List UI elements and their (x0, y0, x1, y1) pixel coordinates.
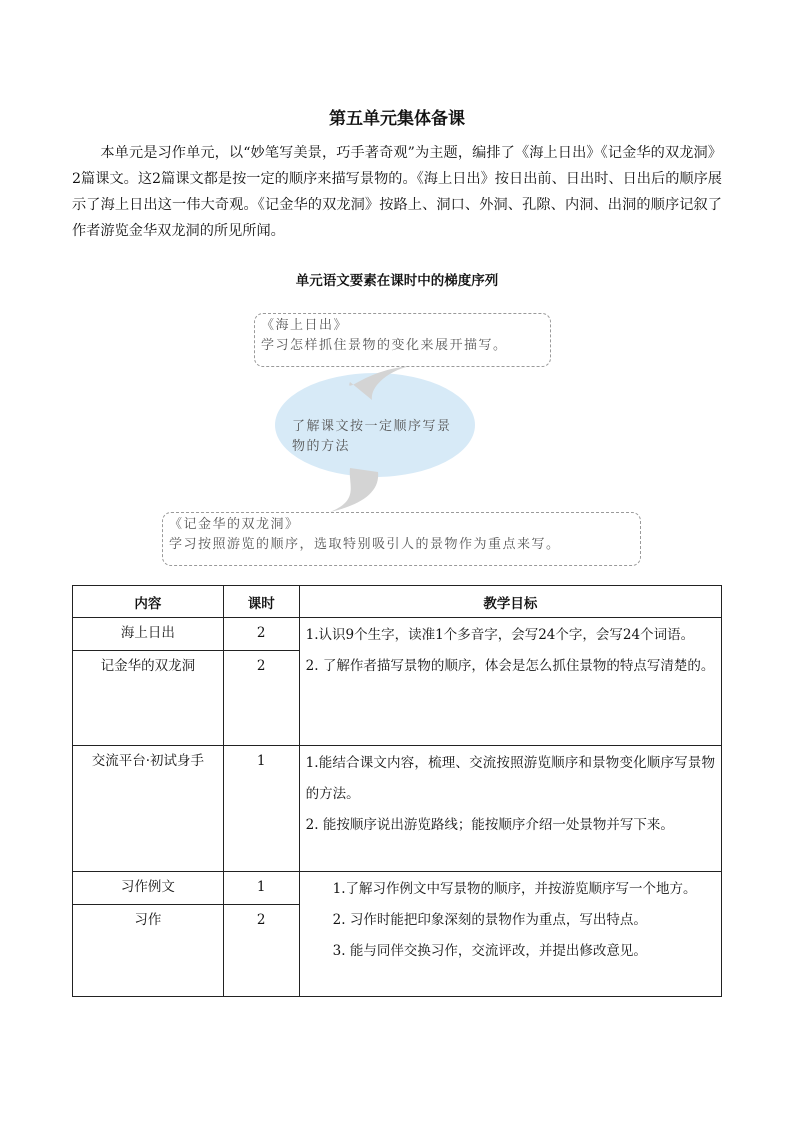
header-hours: 课时 (223, 586, 299, 618)
bottom-lesson-box (162, 512, 641, 566)
goal-line: 2. 了解作者描写景物的顺序，体会是怎么抓住景物的特点写清楚的。 (305, 658, 715, 674)
row-content: 海上日出 (73, 618, 224, 651)
diagram-title: 单元语文要素在课时中的梯度序列 (295, 273, 499, 289)
row-hours: 1 (223, 872, 299, 905)
table-row (73, 746, 722, 872)
row-hours: 2 (223, 651, 299, 746)
table-row (73, 618, 722, 651)
goal-line: 2. 习作时能把印象深刻的景物作为重点，写出特点。 (332, 912, 647, 928)
row-goals (299, 872, 721, 997)
row-content: 交流平台·初试身手 (73, 746, 224, 872)
row-content: 习作 (73, 905, 224, 997)
row-hours: 1 (223, 746, 299, 872)
top-lesson-title: 《海上日出》 (261, 318, 349, 333)
goal-line: 1.认识9个生字，读准1个多音字，会写24个字，会写24个词语。 (305, 627, 695, 643)
bottom-lesson-title: 《记金华的双龙洞》 (169, 517, 300, 532)
bottom-lesson-text: 学习按照游览的顺序，选取特别吸引人的景物作为重点来写。 (169, 537, 561, 552)
row-goals (299, 618, 721, 746)
table-row (73, 872, 722, 905)
goal-line: 2. 能按顺序说出游览路线；能按顺序介绍一处景物并写下来。 (305, 817, 674, 833)
lesson-plan-table (72, 585, 722, 997)
intro-paragraph: 本单元是习作单元，以“妙笔写美景，巧手著奇观”为主题，编排了《海上日出》《记金华的双龙洞》2篇课文。这2篇课文都是按一定的顺序来描写景物的。《海上日出》按日出前、日出时、日出后的顺序展示了海上日出这一伟大奇观。《记金华的双龙洞》按路上、洞口、外洞、孔隙、内洞、出洞的顺序记叙了作者游览金华双龙洞的所见所闻。 (72, 145, 722, 239)
row-hours: 2 (223, 618, 299, 651)
header-content: 内容 (73, 586, 224, 618)
page-title: 第五单元集体备课 (329, 109, 465, 129)
row-content: 习作例文 (73, 872, 224, 905)
header-goals: 教学目标 (299, 586, 721, 618)
bottom-connector (330, 468, 378, 512)
row-goals (299, 746, 721, 872)
row-hours: 2 (223, 905, 299, 997)
center-oval-text: 了解课文按一定顺序写景物的方法 (292, 419, 452, 454)
goal-line: 3. 能与同伴交换习作，交流评改，并提出修改意见。 (332, 943, 647, 959)
goal-line: 1.能结合课文内容，梳理、交流按照游览顺序和景物变化顺序写景物的方法。 (305, 755, 715, 802)
goal-line: 1.了解习作例文中写景物的顺序，并按游览顺序写一个地方。 (332, 881, 697, 897)
row-content: 记金华的双龙洞 (73, 651, 224, 746)
top-lesson-text: 学习怎样抓住景物的变化来展开描写。 (261, 338, 508, 353)
top-lesson-box (254, 313, 551, 367)
table-header-row (73, 586, 722, 618)
